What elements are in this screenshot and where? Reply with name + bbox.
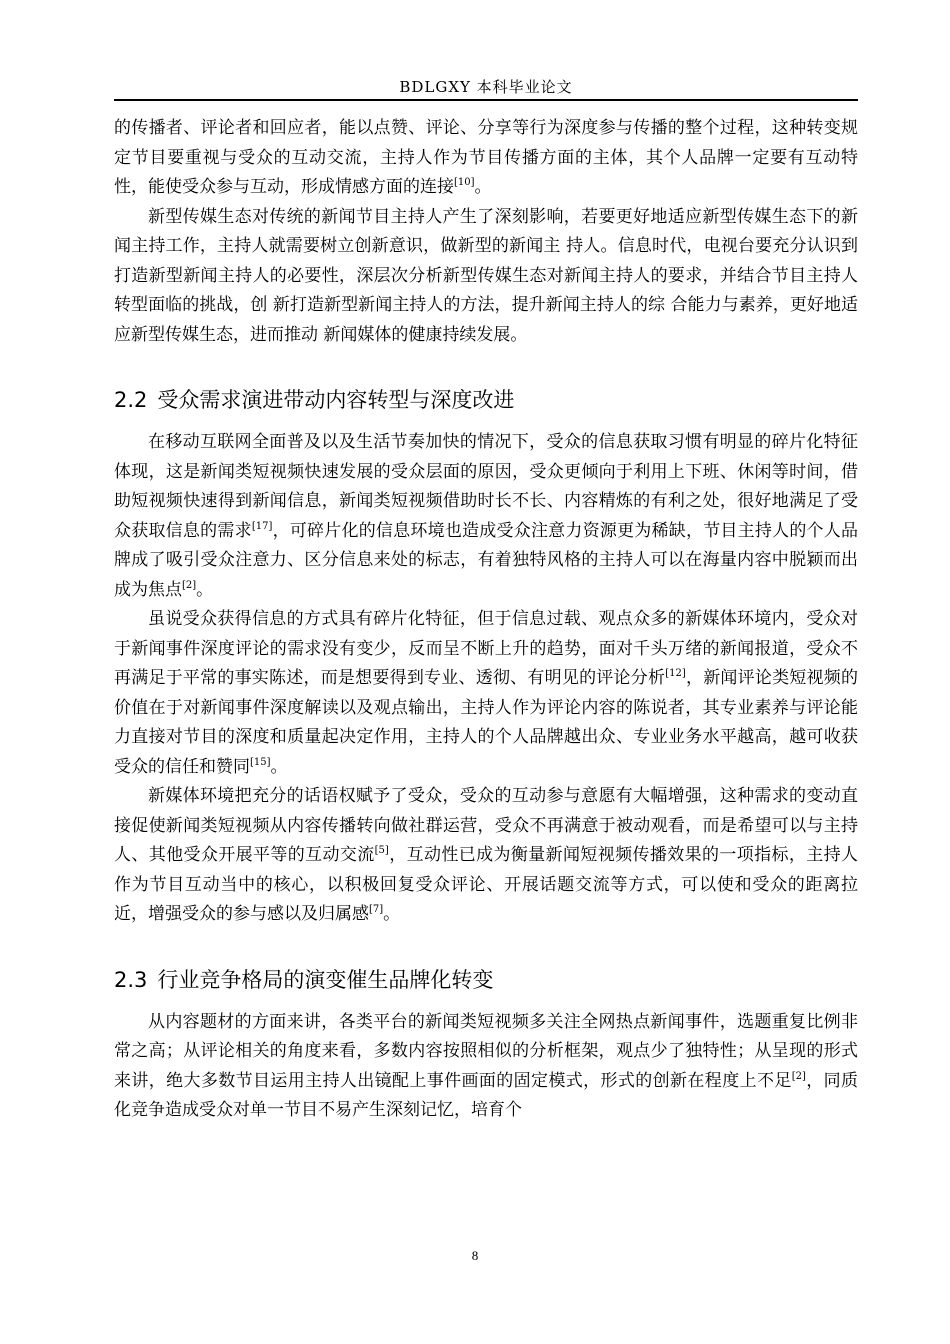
section-number: 2.2 [114,388,148,412]
section-number: 2.3 [114,967,148,992]
section-title: 受众需求演进带动内容转型与深度改进 [157,388,515,412]
section-heading-2-2 [114,386,858,414]
citation: [2] [791,1070,806,1082]
section-heading-2-3 [114,966,858,994]
running-header: BDLGXY 本科毕业论文 [399,78,573,96]
citation: [5] [374,845,389,856]
paragraph: 新型传媒生态对传统的新闻节目主持人产生了深刻影响，若要更好地适应新型传媒生态下的新闻主持工作，主持人就需要树立创新意识，做新型的新闻主 持人。信息时代，电视台要充分认识到打造新型新闻主持人的必要性，深层次分析新型传媒生态对新闻主持人的要求，并结合节目主持人转型面临的挑战，创 新打造新型新闻主持人的方法，提升新闻主持人的综 合能力与素养，更好地适应新型传媒生态，进而推动 新闻媒体的健康持续发展。 [114,206,858,345]
citation: [15] [250,756,271,768]
paragraph: 新媒体环境把充分的话语权赋予了受众，受众的互动参与意愿有大幅增强，这种需求的变动直接促使新闻类短视频从内容传播转向做社群运营，受众不再满意于被动观看，而是希望可以与主持人、其他受众开展平等的互动交流[5]，互动性已成为衡量新闻短视频传播效果的一项指标，主持人作为节目互动当中的核心，以积极回复受众评论、开展话题交流等方式，可以使和受众的距离拉近，增强受众的参与感以及归属感[7]。 [114,786,859,924]
citation: [17] [251,520,273,532]
section-title: 行业竞争格局的演变催生品牌化转变 [157,967,494,992]
citation: [2] [182,579,197,591]
citation: [12] [665,668,686,679]
paragraph: 在移动互联网全面普及以及生活节奏加快的情况下，受众的信息获取习惯有明显的碎片化特征体现，这是新闻类短视频快速发展的受众层面的原因，受众更倾向于利用上下班、休闲等时间，借助短视频快速得到新闻信息，新闻类短视频借助时长不长、内容精炼的有利之处，很好地满足了受众获取信息的需求[17]，可碎片化的信息环境也造成受众注意力资源更为稀缺，节目主持人的个人品牌成了吸引受众注意力、区分信息来处的标志，有着独特风格的主持人可以在海量内容中脱颖而出成为焦点[2]。 [114,432,859,600]
paragraph-continued: 的传播者、评论者和回应者，能以点赞、评论、分享等行为深度参与传播的整个过程，这种转变规定节目要重视与受众的互动交流，主持人作为节目传播方面的主体，其个人品牌一定要有互动特性，能使受众参与互动，形成情感方面的连接[10]。 [114,118,858,197]
citation: [10] [454,177,475,188]
citation: [7] [369,904,384,915]
page-number: 8 [471,1248,479,1263]
body-text [114,114,858,1126]
header-rule [114,99,858,101]
paragraph: 从内容题材的方面来讲，各类平台的新闻类短视频多关注全网热点新闻事件，选题重复比例非常之高；从评论相关的角度来看，多数内容按照相似的分析框架，观点少了独特性；从呈现的形式来讲，绝大多数节目运用主持人出镜配上事件画面的固定模式，形式的创新在程度上不足[2]，同质化竞争造成受众对单一节目不易产生深刻记忆，培育个 [114,1011,859,1120]
paragraph: 虽说受众获得信息的方式具有碎片化特征，但于信息过载、观点众多的新媒体环境内，受众对于新闻事件深度评论的需求没有变少，反而呈不断上升的趋势，面对千头万绪的新闻报道，受众不再满足于平常的事实陈述，而是想要得到专业、透彻、有明见的评论分析[12]，新闻评论类短视频的价值在于对新闻事件深度解读以及观点输出，主持人作为评论内容的陈说者，其专业素养与评论能力直接对节目的深度和质量起决定作用，主持人的个人品牌越出众、专业业务水平越高，越可收获受众的信任和赞同[15]。 [114,609,859,777]
